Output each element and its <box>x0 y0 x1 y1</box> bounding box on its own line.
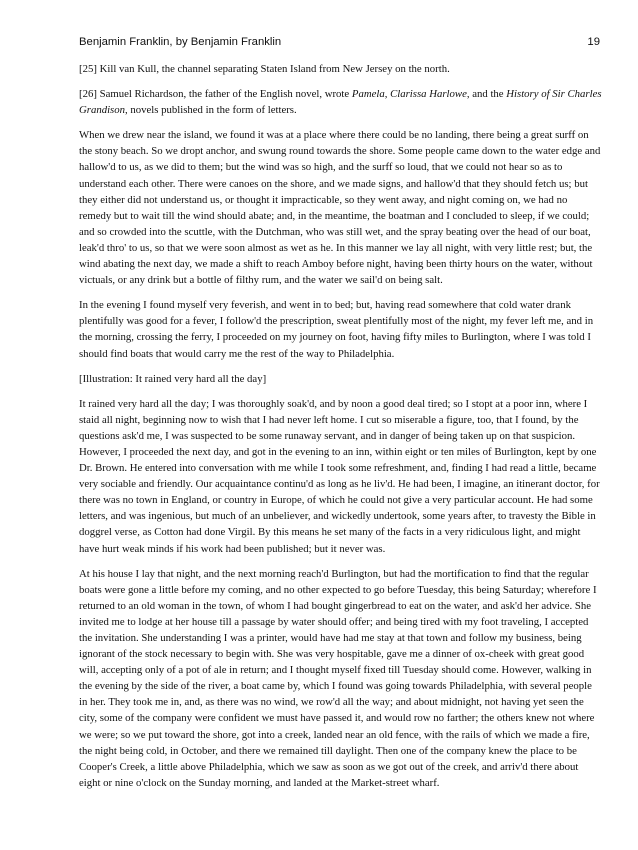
illustration-caption: [Illustration: It rained very hard all the day] <box>79 372 267 385</box>
footnote-26 <box>79 86 602 118</box>
paragraph: At his house I lay that night, and the next morning reach'd Burlington, but had the mortification to find that the regular boats were gone a little before my coming, and no other expected to go before Tuesday, this being Saturday; wherefore I returned to an old woman in the town, of whom I had bought gingerbread to eat on the water, and ask'd her advice. She invited me to lodge at her house till a passage by water should offer; and being tired with my foot traveling, I accepted the invitation. She understanding I was a printer, would have had me stay at that town and follow my business, being ignorant of the stock necessary to begin with. She was very hospitable, gave me a dinner of ox-cheek with great good will, accepting only of a pot of ale in return; and I thought myself fixed till Tuesday should come. However, walking in the evening by the side of the river, a boat came by, which I found was going towards Philadelphia, with several people in her. They took me in, and, as there was no wind, we row'd all the way; and about midnight, not having yet seen the city, some of the company were confident we must have passed it, and would row no farther; the others knew not where we were; so we put toward the shore, got into a creek, landed near an old fence, with the rails of which we made a fire, the night being cold, in October, and there we remained till daylight. Then one of the company knew the place to be Cooper's Creek, a little above Philadelphia, which we saw as soon as we got out of the creek, and arriv'd there about eight or nine o'clock on the Sunday morning, and landed at the Market-street wharf. <box>79 567 597 789</box>
title-clarissa: Clarissa Harlowe <box>390 88 467 101</box>
running-title: Benjamin Franklin, by Benjamin Franklin <box>79 36 282 48</box>
paragraph: When we drew near the island, we found it was at a place where there could be no landing, there being a great surff on the stony beach. So we dropt anchor, and swung round towards the shore. Some people came down to the water edge and hallow'd to us, as we did to them; but the wind was so high, and the surff so loud, that we could not hear so as to understand each other. There were canoes on the shore, and we made signs, and hallow'd that they should fetch us; but they either did not understand us, or thought it impracticable, so they went away, and night coming on, we had no remedy but to wait till the wind should abate; and, in the meantime, the boatman and I concluded to sleep, if we could; and so crowded into the scuttle, with the Dutchman, who was still wet, and the spray beating over the head of our boat, leak'd thro' to us, so that we were soon almost as wet as he. In this manner we lay all night, with very little rest; but, the wind abating the next day, we made a shift to reach Amboy before night, having been thirty hours on the water, without victuals, or any drink but a bottle of filthy rum, and the water we sail'd on being salt. <box>79 129 601 287</box>
title-grandison: History of Sir Charles Grandison <box>79 88 602 117</box>
footnote-26-text: , novels published in the form of letters. <box>125 104 297 117</box>
footnote-26-text: [26] Samuel Richardson, the father of the English novel, wrote <box>79 88 352 101</box>
page-number: 19 <box>587 36 600 48</box>
paragraph: It rained very hard all the day; I was thoroughly soak'd, and by noon a good deal tired; so I stopt at a poor inn, where I staid all night, beginning now to wish that I had never left home. I cut so miserable a figure, too, that I found, by the questions ask'd me, I was suspected to be some runaway servant, and in danger of being taken up on that suspicion. However, I proceeded the next day, and got in the evening to an inn, within eight or ten miles of Burlington, kept by one Dr. Brown. He entered into conversation with me while I took some refreshment, and, finding I had read a little, became very sociable and friendly. Our acquaintance continu'd as long as he liv'd. He had been, I imagine, an itinerant doctor, for there was no town in England, or country in Europe, of which he could not give a very particular account. He had some letters, and was ingenious, but much of an unbeliever, and wickedly undertook, some years after, to travesty the Bible in doggrel verse, as Cotton had done Virgil. By this means he set many of the facts in a very ridiculous light, and might have hurt weak minds if his work had been published; but it never was. <box>79 397 600 555</box>
footnote-25: [25] Kill van Kull, the channel separating Staten Island from New Jersey on the north. <box>79 63 450 75</box>
footnote-26-sep: , <box>384 88 391 101</box>
page-header <box>79 33 600 51</box>
page-body <box>79 61 602 800</box>
paragraph: In the evening I found myself very feverish, and went in to bed; but, having read somewhere that cold water drank plentifully was good for a fever, I follow'd the prescription, sweat plentifully most of the night, my fever left me, and in the morning, crossing the ferry, I proceeded on my journey on foot, having fifty miles to Burlington, where I was told I should find boats that would carry me the rest of the way to Philadelphia. <box>79 299 594 360</box>
title-pamela: Pamela <box>351 88 385 101</box>
footnote-26-sep: , and the <box>466 88 507 101</box>
